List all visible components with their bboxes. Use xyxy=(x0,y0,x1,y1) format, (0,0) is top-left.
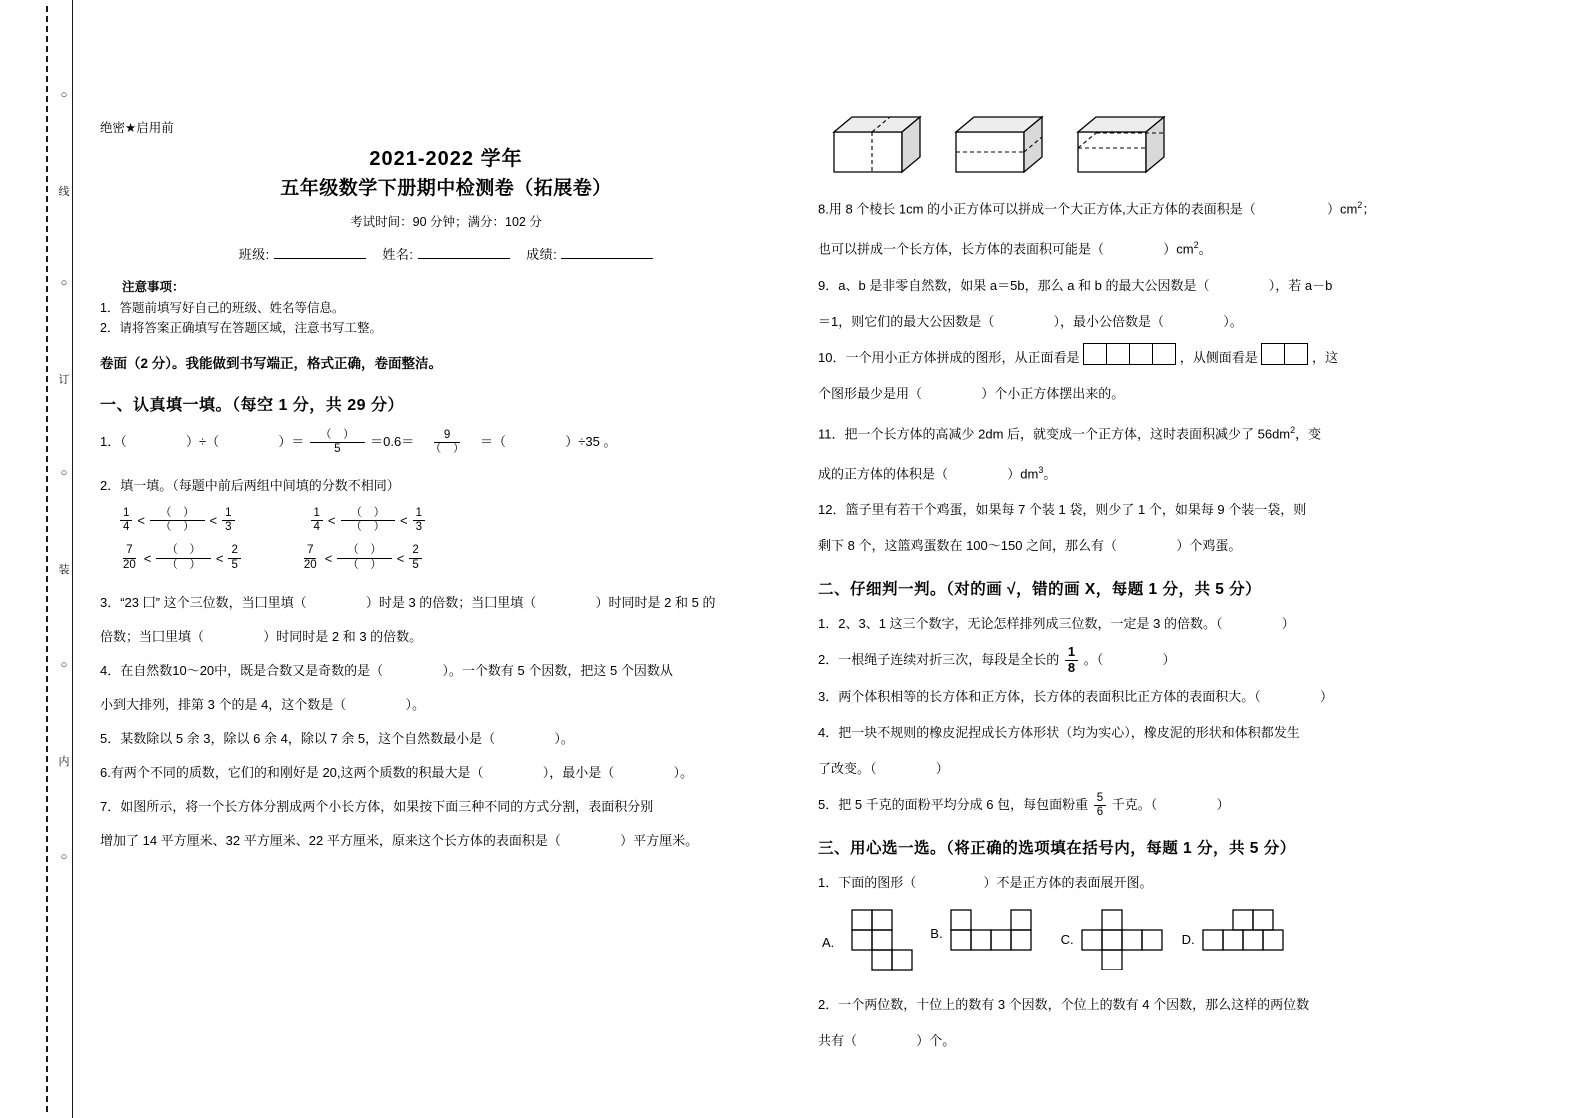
q2-ineq-4: $\frac{7}{20}$ < $\frac{( )}{( )}$ < $\frac{2}{5}$ xyxy=(299,544,424,571)
question-1-10 xyxy=(818,343,1544,373)
question-2-1 xyxy=(818,609,1544,639)
frac-7-20: $\frac{7}{20}$ xyxy=(123,544,136,571)
q12-b: 剩下 8 个，这篮鸡蛋数在 100～150 之间，那么有（ xyxy=(818,538,1118,554)
question-1-6 xyxy=(100,758,792,788)
section-3-heading: 三、用心选一选。（将正确的选项填在括号内，每题 1 分，共 5 分） xyxy=(818,840,1296,858)
q5-a: 5．某数除以 5 余 3，除以 6 余 4，除以 7 余 5，这个自然数最小是（ xyxy=(100,730,496,746)
s2q4-tail: ） xyxy=(935,761,949,777)
q10-d: 个图形最少是用（ xyxy=(818,385,923,401)
q8-c: ； xyxy=(1362,201,1376,217)
exam-info: 考试时间：90 分钟；满分：102 分 xyxy=(350,215,542,229)
question-1-1 xyxy=(100,427,792,457)
q10-c: ，这 xyxy=(1311,349,1338,365)
s2q5-fraction: $\frac{5}{6}$ xyxy=(1094,792,1106,819)
cube-net-options xyxy=(822,908,1544,976)
q2-blank-frac-2[interactable]: $\frac{( )}{( )}$ xyxy=(341,507,396,534)
question-1-3-cont xyxy=(100,622,792,652)
q3-e: ）时同时是 2 和 3 的倍数。 xyxy=(263,628,423,644)
field-name-input[interactable] xyxy=(418,258,510,259)
q2-blank-frac-1[interactable]: $\frac{( )}{( )}$ xyxy=(150,507,205,534)
question-3-2-cont xyxy=(818,1026,1544,1056)
q11-c: 成的正方体的体积是（ xyxy=(818,466,949,482)
s3q2-c: ）个。 xyxy=(916,1033,956,1049)
q9-c: ＝1，则它们的最大公因数是（ xyxy=(818,313,995,329)
neatness-note: 卷面（2 分）。我能做到书写端正，格式正确，卷面整洁。 xyxy=(100,356,443,371)
net-d-figure xyxy=(1201,908,1293,970)
question-1-9 xyxy=(818,271,1544,301)
note-2: 2．请将答案正确填写在答题区域，注意书写工整。 xyxy=(100,321,382,335)
q2-blank-frac-3[interactable]: $\frac{( )}{( )}$ xyxy=(156,544,211,571)
option-b-label: B. xyxy=(930,925,943,941)
cuboid-figures xyxy=(832,114,1544,176)
q11-e: 。 xyxy=(1043,466,1057,482)
q10-b: ，从侧面看是 xyxy=(1179,349,1258,365)
page-title-year: 2021-2022 学年 xyxy=(369,148,523,170)
s2q1-text: 1．2、3、1 这三个数字，无论怎样排列成三位数，一定是 3 的倍数。（ xyxy=(818,616,1223,632)
field-score-input[interactable] xyxy=(561,258,653,259)
option-d[interactable] xyxy=(1182,908,1293,970)
net-b-figure xyxy=(949,908,1045,958)
s2q5-a: 5．把 5 千克的面粉平均分成 6 包，每包面粉重 xyxy=(818,797,1089,813)
s2q5-tail: ） xyxy=(1216,797,1230,813)
secret-label: 绝密★启用前 xyxy=(100,121,174,135)
q6-a: 6.有两个不同的质数，它们的和刚好是 20,这两个质数的积最大是（ xyxy=(100,764,484,780)
question-2-5 xyxy=(818,790,1544,820)
s2q2-b: 。（ xyxy=(1083,652,1104,668)
question-3-2: 2．一个两位数，十位上的数有 3 个因数，个位上的数有 4 个因数，那么这样的两位数 xyxy=(818,997,1310,1013)
frac-1-4-b: $\frac{1}{4}$ xyxy=(311,507,323,534)
s3q1-b: ）不是正方体的表面展开图。 xyxy=(983,875,1153,891)
student-fields xyxy=(100,244,792,263)
binding-margin xyxy=(0,0,80,1118)
q9-b: ），若 a－b xyxy=(1268,277,1333,293)
q8-a: 8.用 8 个棱长 1cm 的小正方体可以拼成一个大正方体,大正方体的表面积是（ xyxy=(818,201,1256,217)
option-a[interactable] xyxy=(822,908,914,976)
s2q2-tail: ） xyxy=(1162,652,1176,668)
q4-a: 4．在自然数10～20中，既是合数又是奇数的是（ xyxy=(100,662,384,678)
q10-e: ）个小正方体摆出来的。 xyxy=(981,385,1125,401)
q9-d: ），最小公倍数是（ xyxy=(1053,313,1164,329)
q1-eq: ）＝ xyxy=(278,434,305,449)
question-1-11-cont xyxy=(818,455,1544,489)
q8-sup-2: 2 xyxy=(1193,240,1199,251)
question-2-3 xyxy=(818,682,1544,712)
q8-f: 。 xyxy=(1198,241,1212,257)
note-1: 1．答题前填写好自己的班级、姓名等信息。 xyxy=(100,301,345,315)
q3-c: ）时同时是 2 和 5 的 xyxy=(595,594,716,610)
question-1-12: 12．篮子里有若干个鸡蛋，如果每 7 个装 1 袋，则少了 1 个，如果每 9 个装一袋，则 xyxy=(818,502,1307,518)
rail-marks: ○ 线 ○ 订 ○ 装 ○ 内 ○ xyxy=(58,89,70,863)
q4-d: ）。 xyxy=(405,696,426,712)
q2-ineq-3: $\frac{7}{20}$ < $\frac{( )}{( )}$ < $\frac{2}{5}$ xyxy=(118,544,243,571)
q8-d: 也可以拼成一个长方体，长方体的表面积可能是（ xyxy=(818,241,1105,257)
s2q5-b: 千克。（ xyxy=(1111,797,1158,813)
q1-prefix: 1．（ xyxy=(100,434,127,449)
question-1-3 xyxy=(100,588,792,618)
frac-2-5-b: $\frac{2}{5}$ xyxy=(409,544,421,571)
q12-c: ）个鸡蛋。 xyxy=(1176,538,1242,554)
question-1-7: 7．如图所示，将一个长方体分割成两个小长方体，如果按下面三种不同的方式分割，表面积分别 xyxy=(100,798,654,814)
question-2-2 xyxy=(818,645,1544,676)
s3q1-a: 1．下面的图形（ xyxy=(818,875,917,891)
q1-tail: ）÷35 。 xyxy=(565,434,617,449)
cuboid-figure-1 xyxy=(832,114,924,176)
q1-eq3: ＝（ xyxy=(479,434,506,449)
q1-mid: ）÷（ xyxy=(185,434,220,449)
field-name-label: 姓名: xyxy=(382,247,414,262)
page-title-main: 五年级数学下册期中检测卷（拓展卷） xyxy=(280,178,612,199)
question-1-8 xyxy=(818,190,1544,224)
cuboid-figure-3 xyxy=(1076,114,1168,176)
option-c[interactable] xyxy=(1061,908,1166,970)
s2q3-text: 3．两个体积相等的长方体和正方体，长方体的表面积比正方体的表面积大。（ xyxy=(818,689,1261,705)
right-column xyxy=(800,0,1560,1118)
notes-title: 注意事项： xyxy=(122,280,185,294)
section-2-heading: 二、仔细判一判。（对的画 √，错的画 X，每题 1 分，共 5 分） xyxy=(818,581,1262,599)
field-score-label: 成绩: xyxy=(526,247,558,262)
question-1-4 xyxy=(100,656,792,686)
left-column xyxy=(80,0,800,1118)
field-class-label: 班级: xyxy=(238,247,270,262)
question-1-12-cont xyxy=(818,531,1544,561)
q2-ineq-2: $\frac{1}{4}$ < $\frac{( )}{( )}$ < $\frac{1}{3}$ xyxy=(309,507,428,534)
frac-1-4: $\frac{1}{4}$ xyxy=(120,507,132,534)
q8-e: ）cm xyxy=(1163,241,1194,257)
option-a-label: A. xyxy=(822,934,835,950)
q1-eq2: ＝0.6＝ xyxy=(370,434,415,449)
q8-sup-1: 2 xyxy=(1357,200,1363,210)
q9-a: 9．a、b 是非零自然数，如果 a＝5b，那么 a 和 b 的最大公因数是（ xyxy=(818,277,1210,293)
q2-row-1 xyxy=(118,507,792,534)
q11-b: ，变 xyxy=(1295,425,1322,441)
field-class-input[interactable] xyxy=(274,258,366,259)
q7-b: 增加了 14 平方厘米、32 平方厘米、22 平方厘米，原来这个长方体的表面积是（ xyxy=(100,832,561,848)
question-2-4-cont xyxy=(818,754,1544,784)
q6-c: ）。 xyxy=(673,764,694,780)
question-1-7-cont xyxy=(100,826,792,856)
question-1-8-cont xyxy=(818,230,1544,264)
q3-d: 倍数；当囗里填（ xyxy=(100,628,205,644)
s2q3-tail: ） xyxy=(1319,689,1333,705)
question-1-2: 2．填一填。（每题中前后两组中间填的分数不相同） xyxy=(100,478,400,493)
question-2-4: 4．把一块不规则的橡皮泥捏成长方体形状（均为实心），橡皮泥的形状和体积都发生 xyxy=(818,725,1300,741)
question-1-11 xyxy=(818,415,1544,449)
q2-ineq-1: $\frac{1}{4}$ < $\frac{( )}{( )}$ < $\frac{1}{3}$ xyxy=(118,507,237,534)
frac-2-5: $\frac{2}{5}$ xyxy=(228,544,240,571)
net-a-figure xyxy=(840,908,914,976)
q3-a: 3．“23 囗” 这个三位数，当囗里填（ xyxy=(100,594,307,610)
q7-c: ）平方厘米。 xyxy=(620,832,699,848)
question-1-9-cont xyxy=(818,307,1544,337)
q4-b: ）。一个数有 5 个因数，把这 5 个因数从 xyxy=(442,662,673,678)
q9-e: ）。 xyxy=(1223,313,1243,329)
question-1-5 xyxy=(100,724,792,754)
q11-sup: 2 xyxy=(1290,424,1296,435)
question-1-10-cont xyxy=(818,379,1544,409)
q3-b: ）时是 3 的倍数；当囗里填（ xyxy=(365,594,537,610)
option-c-label: C. xyxy=(1060,931,1074,947)
question-3-1 xyxy=(818,868,1544,898)
q10-side-view-boxes xyxy=(1261,343,1308,365)
q11-d: ）dm xyxy=(1007,466,1039,482)
q11-a: 11．把一个长方体的高减少 2dm 后，就变成一个正方体，这时表面积减少了 56dm xyxy=(818,425,1291,441)
s2q1-tail: ） xyxy=(1281,616,1295,632)
section-1-heading: 一、认真填一填。（每空 1 分，共 29 分） xyxy=(100,397,404,414)
frac-1-3-b: $\frac{1}{3}$ xyxy=(413,507,425,534)
cut-dashed-line xyxy=(46,6,48,1112)
q1-fraction-2: $\frac{9}{( )}$ xyxy=(429,428,465,456)
question-1-4-cont xyxy=(100,690,792,720)
q10-a: 10．一个用小正方体拼成的图形，从正面看是 xyxy=(818,349,1080,365)
s3q2-b: 共有（ xyxy=(818,1033,858,1049)
cuboid-figure-2 xyxy=(954,114,1046,176)
q8-b: ）cm xyxy=(1326,201,1358,217)
q2-row-2 xyxy=(118,544,792,571)
frac-1-3: $\frac{1}{3}$ xyxy=(222,507,234,534)
q11-sup-2: 3 xyxy=(1038,464,1044,475)
q10-front-view-boxes xyxy=(1083,343,1176,365)
q1-fraction-1: $\frac{( )}{5}$ xyxy=(310,429,365,456)
option-d-label: D. xyxy=(1181,931,1195,947)
s2q2-fraction: $\frac{1}{8}$ xyxy=(1065,645,1078,676)
q2-blank-frac-4[interactable]: $\frac{( )}{( )}$ xyxy=(337,544,392,571)
q5-b: ）。 xyxy=(554,730,574,746)
option-b[interactable] xyxy=(930,908,1044,958)
q4-c: 小到大排列，排第 3 个的是 4，这个数是（ xyxy=(100,696,347,712)
s2q4-b: 了改变。（ xyxy=(818,761,877,777)
q6-b: ），最小是（ xyxy=(542,764,615,780)
net-c-figure xyxy=(1080,908,1166,970)
s2q2-a: 2．一根绳子连续对折三次，每段是全长的 xyxy=(818,652,1060,668)
frac-7-20-b: $\frac{7}{20}$ xyxy=(303,544,317,571)
